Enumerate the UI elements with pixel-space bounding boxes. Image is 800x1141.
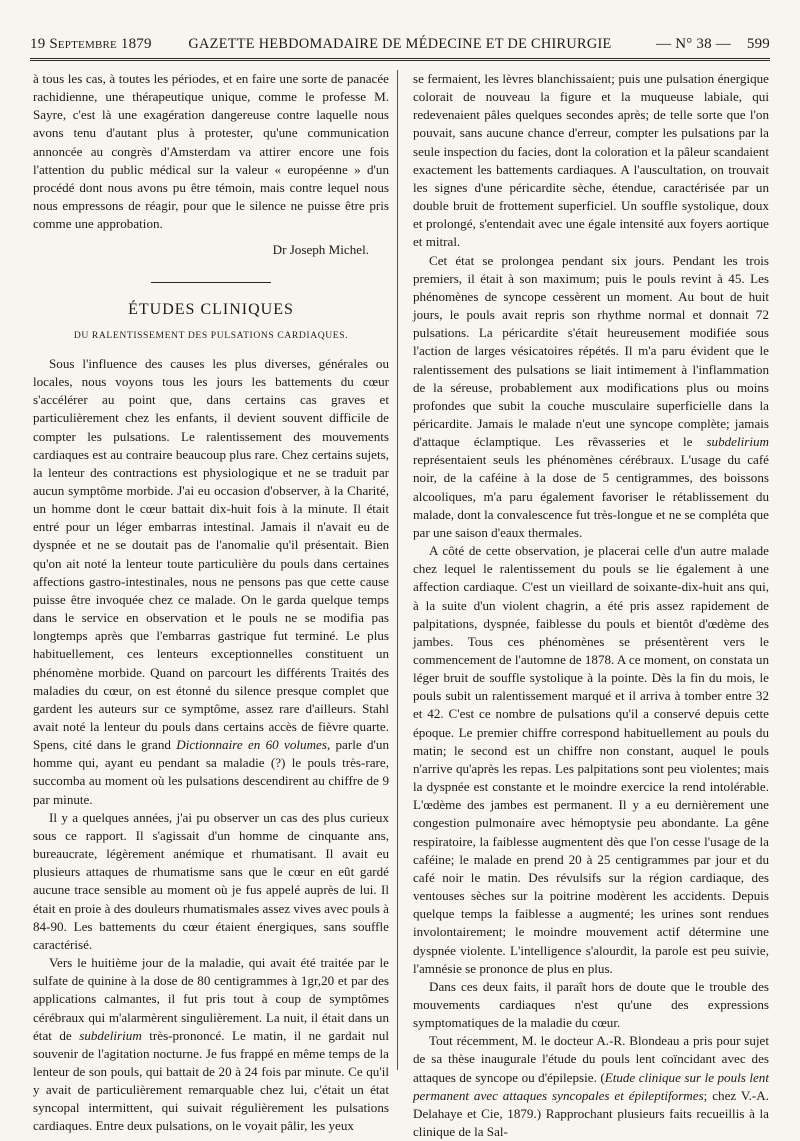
column-divider bbox=[397, 70, 398, 1070]
paragraph: à tous les cas, à toutes les périodes, et en faire une sorte de panacée rachidienne, une thérapeutique unique, comme le professe M. Sayre, c'est là une exagération dangereuse contre laquelle nous avons tenu d'autant plus à protester, qu'une communication annoncée au congrès d'Amsterdam va attirer encore une fois l'attention du public médical sur la valeur « européenne » d'un procédé dont nous avons pu être témoin, mais contre lequel nous nous empressons de réagir, pour que le silence ne puisse être pris comme une approbation. bbox=[33, 71, 389, 232]
paragraph: Il y a quelques années, j'ai pu observer un cas des plus curieux sous ce rapport. Il s'agissait d'un homme de cinquante ans, bureaucrate, légèrement anémique et rhumatisant. Il avait eu plusieurs attaques de rhumatisme sans que le cœur en eût gardé aucune trace sensible au moment où je fus appelé auprès de lui. Il était en proie à des douleurs rhumatismales assez vives avec pouls à 84-90. Les battements du cœur étaient énergiques, sans souffle caractérisé. bbox=[33, 809, 389, 952]
paragraph: Tout récemment, M. le docteur A.-R. Blondeau a pris pour sujet de sa thèse inaugurale l'étude du pouls lent coïncidant avec des attaques de syncope ou d'épilepsie. (Etude clinique sur le pouls lent permanent avec attaques syncopales et épileptiformes; chez V.-A. Delahaye et Cie, 1879.) Rapprochant plusieurs faits recueillis à la clinique de la Sal- bbox=[413, 1033, 769, 1140]
header-date: 19 Septembre 1879 bbox=[30, 36, 152, 52]
italic-reference: Dictionnaire en 60 volumes bbox=[176, 737, 327, 753]
italic-term: subdelirium bbox=[79, 1027, 142, 1043]
left-column bbox=[33, 70, 389, 1136]
right-column bbox=[413, 70, 769, 1141]
page-header bbox=[30, 30, 770, 61]
author-signature: Dr Joseph Michel. bbox=[272, 242, 369, 258]
page-number: 599 bbox=[746, 36, 770, 52]
issue-number: — N° 38 — bbox=[656, 36, 731, 52]
italic-reference: Etude clinique sur le pouls lent permanent avec attaques syncopales et épileptiformes bbox=[413, 1069, 769, 1103]
paragraph: Sous l'influence des causes les plus diverses, générales ou locales, nous voyons tous les jours les battements du cœur s'accélérer au point que, dans certains cas graves et particulièrement chez les enfants, il devient souvent difficile de compter les pulsations. Le ralentissement des mouvements cardiaques est au contraire beaucoup plus rare. Chez certains sujets, la lenteur des contractions est physiologique et ne se traduit par aucun symptôme morbide. J'ai eu occasion d'observer, à la Charité, un homme dont le cœur battait dix-huit fois à la minute. Il était entré pour un léger embarras intestinal. Jamais il n'avait eu de dyspnée et ne se doutait pas de l'anomalie qu'il présentait. Bien qu'on ait noté la lenteur toute particulière du pouls dans certaines affections gastro-intestinales, nous ne pensons pas que cette cause puisse être invoquée chez ce malade. On le garda quelque temps dans le service en observation et le pouls ne se modifia pas longtemps après que l'embarras gastrique fut terminé. Le plus habituellement, ces lenteurs exceptionnelles constituent un phénomène morbide. Quand on parcourt les différents Traités des maladies du cœur, on est étonné du silence presque complet que gardent les auteurs sur ce symptôme, assez rare d'ailleurs. Stahl avait noté la lenteur du pouls dans certains accès de fièvre quarte. Spens, cité dans le grand Dictionnaire en 60 volumes, parle d'un homme qui, ayant eu pendant sa maladie (?) le pouls très-rare, succomba au moment où les pulsations descendirent au chiffre de 9 par minute. bbox=[33, 355, 389, 807]
header-right bbox=[644, 36, 770, 53]
paragraph: se fermaient, les lèvres blanchissaient; puis une pulsation énergique colorait de nouveau la figure et la muqueuse labiale, qui redevenaient pâles quelques secondes après; de telle sorte que l'on pouvait, sans aucune chance d'erreur, compter les pulsations par la seule inspection du facies, dont la coloration et la pâleur scandaient exactement les battements cardiaques. A l'auscultation, on trouvait les signes d'une péricardite sèche, étendue, caractérisée par un double bruit de frottement superficiel. Un souffle systolique, doux et prolongé, s'entendait avec une égale intensité aux foyers aortique et mitral. bbox=[413, 71, 769, 250]
journal-title: GAZETTE HEBDOMADAIRE DE MÉDECINE ET DE CHIRURGIE bbox=[188, 36, 612, 52]
paragraph: Cet état se prolongea pendant six jours. Pendant les trois premiers, il était à son maximum; puis le pouls revint à 45. Les phénomènes de syncope cessèrent un moment. Au bout de huit jours, le pouls avait repris son rhythme normal et donnait 72 pulsations. La péricardite s'était heureusement modifiée sous l'action de larges vésicatoires répétés. Il m'a paru évident que le ralentissement des pulsations se liait intimement à l'inflammation de la séreuse, probablement aux modifications plus ou moins profondes que subit la couche musculaire superficielle dans la péricardite. Jamais le malade n'eut une syncope complète; jamais d'attaque éclamptique. Les rêvasseries et le subdelirium représentaient seuls les phénomènes cérébraux. L'usage du café noir, de la caféine à la dose de 5 centigrammes, des boissons alcooliques, m'a paru également favoriser le rétablissement du malade, dont la convalescence fut très-longue et ne se compléta que par une saison d'eaux thermales. bbox=[413, 252, 769, 540]
paragraph: A côté de cette observation, je placerai celle d'un autre malade chez lequel le ralentissement du pouls se lie également à une affection cardiaque. C'est un vieillard de soixante-dix-huit ans qui, à la suite d'un violent chagrin, a été pris assez rapidement de palpitations, dyspnée, faiblesse du pouls et bientôt d'œdème des jambes. Tous ces phénomènes se présentèrent vers le commencement de l'automne de 1878. A ce moment, on constata un léger bruit de souffle systolique à la pointe. Dès la fin du mois, le pouls subit un ralentissement marqué et il arriva à tomber entre 32 et 42. C'est ce nombre de pulsations qu'il a conservé depuis cette époque. Le premier chiffre correspond habituellement au pouls du matin; le second est un chiffre non constant, auquel le pouls n'arrive qu'après les repas. Les palpitations sont peu violentes; mais la dyspnée est constante et le moindre exercice la rend intolérable. L'œdème des jambes est permanent. Il y a eu dernièrement une congestion pulmonaire avec hémoptysie peu abondante. La gêne respiratoire, la faiblesse augmentent dès que l'on cesse l'usage de la caféine; le malade en prend 20 à 25 centigrammes par jour et du café noir le matin. Des révulsifs sur la région cardiaque, des ventouses sèches sur la poitrine modèrent les accidents. Depuis quelque temps la faiblesse a augmenté; les urines sont rendues involontairement; le moindre mouvement actif détermine une dyspnée violente. L'intelligence s'alourdit, la parole est peu suivie, l'amnésie se prononce de plus en plus. bbox=[413, 543, 769, 976]
paragraph: Dans ces deux faits, il paraît hors de doute que le trouble des mouvements cardiaques n'est qu'une des expressions symptomatiques de la maladie du cœur. bbox=[413, 978, 769, 1031]
paragraph: Vers le huitième jour de la maladie, qui avait été traitée par le sulfate de quinine à la dose de 80 centigrammes à 1gr,20 et par des applications calmantes, il fut pris tout à coup de symptômes cérébraux qui m'alarmèrent singulièrement. La nuit, il était dans un état de subdelirium très-prononcé. Le matin, il ne gardait nul souvenir de l'agitation nocturne. Je fus frappé en même temps de la lenteur de son pouls, qui battait de 20 à 24 fois par minute. Ce qu'il y avait de particulièrement remarquable chez lui, c'était un état syncopal intermittent, qui suivait régulièrement les pulsations cardiaques. Entre deux pulsations, on le voyait pâlir, les yeux bbox=[33, 955, 389, 1134]
section-divider bbox=[151, 282, 271, 283]
italic-term: subdelirium bbox=[706, 434, 769, 450]
section-title: ÉTUDES CLINIQUES bbox=[128, 300, 294, 318]
article-subtitle: DU RALENTISSEMENT DES PULSATIONS CARDIAQUES. bbox=[73, 329, 349, 341]
